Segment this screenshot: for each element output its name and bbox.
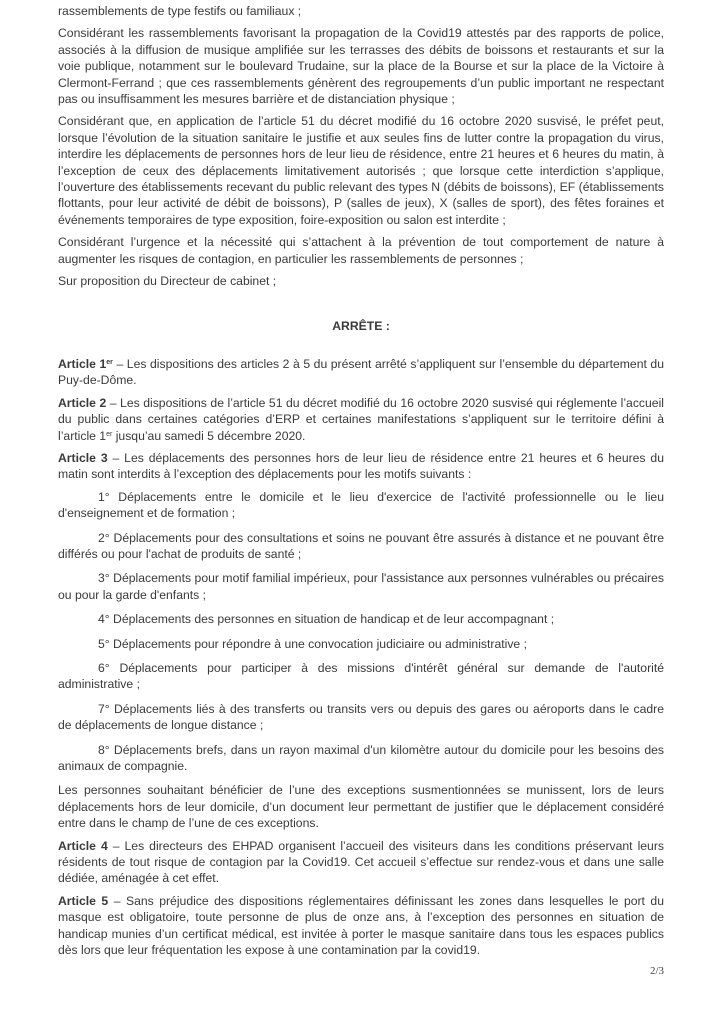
article-4-text: – Les directeurs des EHPAD organisent l’accueil des visiteurs dans les conditions préservant leurs résidents de tout risque de contagion par la Covid19. Cet accueil s’effectue sur rendez-vous et dans une salle dédiée, aménagée à cet effet.: [58, 838, 664, 886]
article-4-label: Article 4: [58, 838, 108, 853]
article-3-label: Article 3: [58, 450, 108, 465]
article-3-item: 5° Déplacements pour répondre à une convocation judiciaire ou administrative ;: [98, 636, 527, 651]
article-5-label: Article 5: [58, 893, 109, 908]
article-5-text: – Sans préjudice des dispositions réglementaires définissant les zones dans lesquelles le port du masque est obligatoire, toute personne de plus de onze ans, à l’exception des personnes en situation de handicap munies d’un certificat médical, est invitée à porter le masque sanitaire dans tous les espaces publics dès lors que leur fréquentation les expose à une contamination par la covid19.: [58, 893, 664, 958]
article-2-text: – Les dispositions de l’article 51 du décret modifié du 16 octobre 2020 susvisé qui réglemente l’accueil du public dans certaines catégories d’ERP et certaines manifestations s’appliquent sur le territoire défini à l’article 1er jusqu’au samedi 5 décembre 2020.: [58, 395, 664, 443]
article-3: [58, 450, 664, 483]
article-5: [58, 893, 664, 959]
article-1: [58, 356, 664, 389]
preamble-considerant-article-51: Considérant que, en application de l’article 51 du décret modifié du 16 octobre 2020 susvisé, le préfet peut, lorsque l’évolution de la situation sanitaire le justifie et aux seules fins de lutter contre la propagation du virus, interdire les déplacements de personnes hors de leur lieu de résidence, entre 21 heures et 6 heures du matin, à l’exception de ceux des déplacements limitativement autorisés ; que lorsque cette interdiction s’applique, l’ouverture des établissements recevant du public relevant des types N (débits de boissons), EF (établissements flottants, pour leur activité de débit de boissons), P (salles de jeux), X (salles de sport), des fêtes foraines et événements temporaires de type exposition, foire-exposition ou salon est interdite ;: [58, 114, 664, 227]
article-3-item: 3° Déplacements pour motif familial impérieux, pour l'assistance aux personnes vulnérables ou précaires ou pour la garde d'enfants ;: [58, 571, 664, 602]
article-4: [58, 838, 664, 887]
preamble-sur-proposition: Sur proposition du Directeur de cabinet ;: [58, 274, 277, 289]
article-2: [58, 395, 664, 444]
article-3-text: – Les déplacements des personnes hors de leur lieu de résidence entre 21 heures et 6 heures du matin sont interdits à l’exception des déplacements pour les motifs suivants :: [58, 450, 664, 482]
preamble-continuation: rassemblements de type festifs ou familiaux ;: [58, 4, 302, 18]
page-number: 2/3: [649, 965, 664, 977]
article-3-item: 8° Déplacements brefs, dans un rayon maximal d'un kilomètre autour du domicile pour les besoins des animaux de compagnie.: [58, 742, 664, 774]
article-3-closing: Les personnes souhaitant bénéficier de l’une des exceptions susmentionnées se munissent, lors de leurs déplacements hors de leur domicile, d’un document leur permettant de justifier que le déplacement considéré entre dans le champ de l’une de ces exceptions.: [58, 783, 664, 831]
article-2-label: Article 2: [58, 395, 107, 410]
preamble-considerant-urgence: Considérant l’urgence et la nécessité qui s’attachent à la prévention de tout comportement de nature à augmenter les risques de contagion, en particulier les rassemblements de personnes ;: [58, 235, 664, 266]
article-1-text: – Les dispositions des articles 2 à 5 du présent arrêté s’appliquent sur l’ensemble du département du Puy-de-Dôme.: [58, 356, 664, 388]
preamble-considerant-rassemblements: Considérant les rassemblements favorisant la propagation de la Covid19 attestés par des rapports de police, associés à la diffusion de musique amplifiée sur les terrasses des débits de boissons et restaurants et sur la voie publique, notamment sur le boulevard Trudaine, sur la place de la Bourse et sur la place de la Victoire à Clermont-Ferrand ; que ces rassemblements génèrent des regroupements d’un public important ne respectant pas ou insuffisamment les mesures barrière et de distanciation physique ;: [58, 26, 664, 107]
article-3-item: 7° Déplacements liés à des transferts ou transits vers ou depuis des gares ou aéroports dans le cadre de déplacements de longue distance ;: [58, 701, 664, 733]
document-page: [58, 3, 664, 965]
article-3-item: 1° Déplacements entre le domicile et le lieu d'exercice de l'activité professionnelle ou le lieu d'enseignement et de formation ;: [58, 489, 664, 521]
article-1-label: Article 1er: [58, 356, 113, 371]
article-3-item: 4° Déplacements des personnes en situation de handicap et de leur accompagnant ;: [98, 612, 555, 627]
decree-title: ARRÊTE :: [332, 318, 390, 333]
article-3-item: 6° Déplacements pour participer à des missions d'intérêt général sur demande de l'autorité administrative ;: [58, 661, 664, 692]
article-3-item: 2° Déplacements pour des consultations et soins ne pouvant être assurés à distance et ne pouvant être différés ou pour l'achat de produits de santé ;: [58, 530, 664, 561]
